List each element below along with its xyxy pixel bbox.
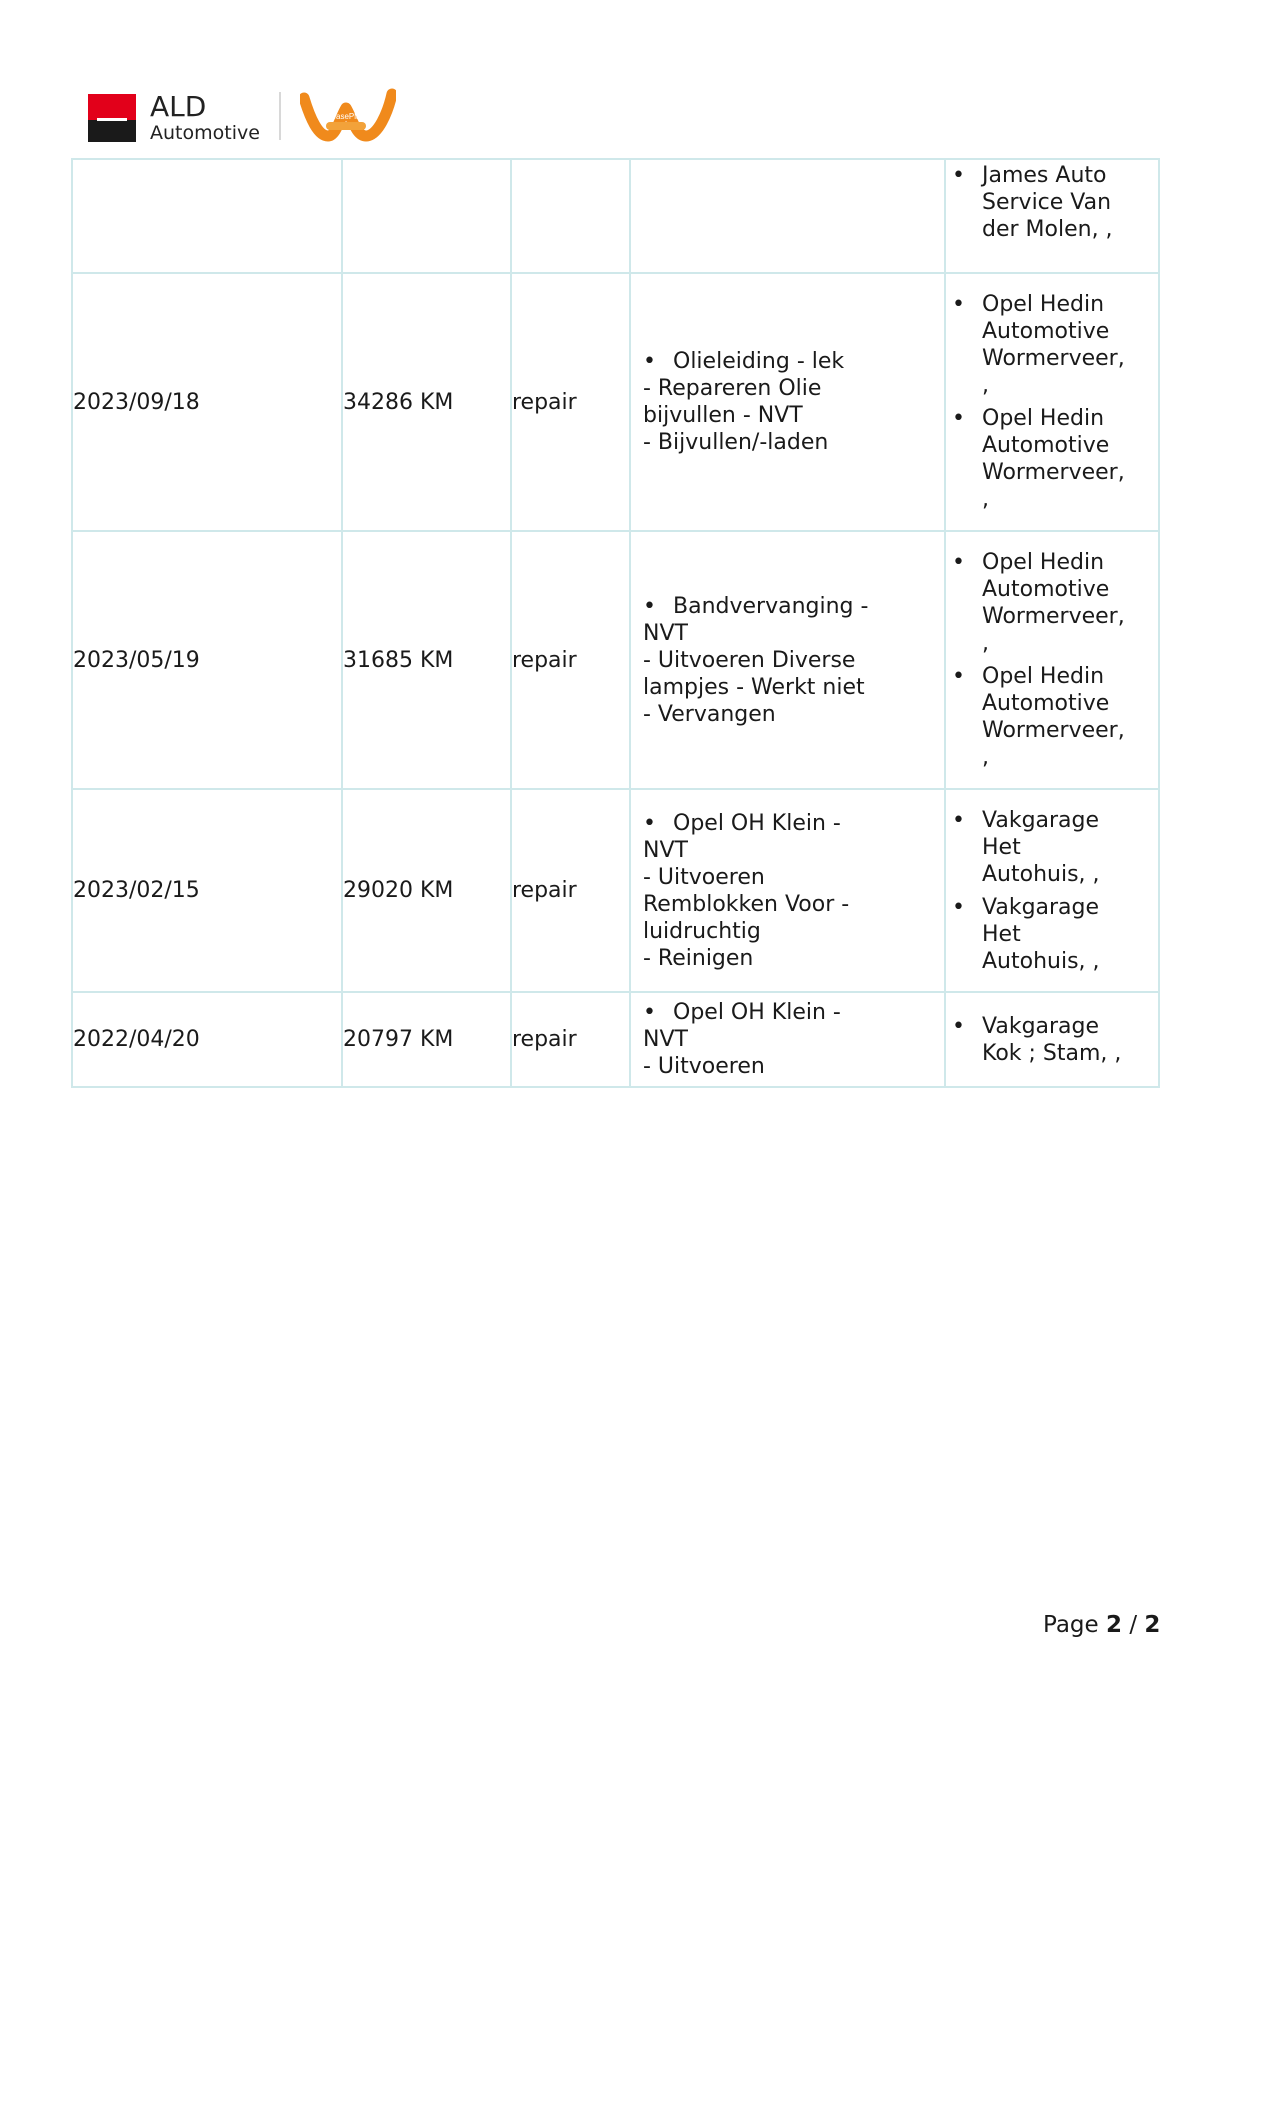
ald-brand-name: ALD — [150, 90, 207, 123]
leaseplan-logo-text: LeasePlan — [327, 112, 365, 121]
garage-item — [952, 663, 1146, 771]
mileage: 20797 KM — [342, 992, 511, 1087]
garage-list-cell — [945, 992, 1159, 1087]
bullet-icon: • — [952, 807, 965, 833]
garage-item — [952, 807, 1146, 888]
mileage — [342, 159, 511, 273]
history-table-body — [72, 159, 1159, 1087]
description-first-line: Opel OH Klein - — [673, 1000, 841, 1025]
ald-logo-mark — [88, 94, 136, 142]
description-detail: NVT - Uitvoeren Diverse lampjes - Werkt niet - Vervangen — [643, 620, 865, 727]
table-row — [72, 789, 1159, 992]
garage-item — [952, 405, 1146, 513]
mileage: 31685 KM — [342, 531, 511, 789]
garage-list — [946, 289, 1158, 515]
mileage: 29020 KM — [342, 789, 511, 992]
description-first-line: Bandvervanging - — [673, 593, 869, 619]
bullet-icon: • — [643, 593, 656, 619]
garage-item — [952, 894, 1146, 975]
garage-item — [952, 549, 1146, 657]
service-description — [630, 992, 945, 1087]
garage-name: Vakgarage Het Autohuis, , — [982, 807, 1100, 887]
garage-list-cell — [945, 789, 1159, 992]
bullet-icon: • — [952, 664, 965, 689]
bullet-icon: • — [952, 1013, 965, 1039]
garage-list-cell — [945, 273, 1159, 531]
description-first-line: Opel OH Klein - — [673, 810, 841, 836]
page-total: 2 — [1144, 1612, 1161, 1638]
bullet-icon: • — [952, 894, 965, 920]
garage-item — [952, 291, 1146, 399]
maintenance-history-table — [71, 158, 1160, 1088]
garage-list — [946, 547, 1158, 773]
garage-name: James Auto Service Van der Molen, , — [982, 163, 1113, 242]
page-label: Page — [1043, 1612, 1099, 1638]
description-detail: NVT - Uitvoeren — [643, 1027, 765, 1079]
logo-divider — [279, 92, 281, 140]
page-separator: / — [1129, 1612, 1138, 1638]
garage-list — [946, 160, 1158, 245]
service-description — [630, 531, 945, 789]
garage-item — [952, 162, 1146, 243]
garage-list — [946, 805, 1158, 977]
table-row — [72, 992, 1159, 1087]
garage-list-cell — [945, 531, 1159, 789]
service-type: repair — [511, 789, 630, 992]
ald-brand-sub: Automotive — [150, 122, 260, 144]
table-row — [72, 159, 1159, 273]
service-date: 2023/09/18 — [72, 273, 342, 531]
table-row — [72, 531, 1159, 789]
garage-list — [946, 1011, 1158, 1069]
service-date: 2023/02/15 — [72, 789, 342, 992]
service-date: 2023/05/19 — [72, 531, 342, 789]
garage-name: Vakgarage Kok ; Stam, , — [982, 1013, 1122, 1066]
garage-name: Opel Hedin Automotive Wormerveer, , — [982, 292, 1125, 398]
page-current: 2 — [1106, 1612, 1123, 1638]
garage-name: Opel Hedin Automotive Wormerveer, , — [982, 406, 1125, 512]
page-number — [1043, 1612, 1160, 1638]
service-type: repair — [511, 531, 630, 789]
description-detail: - Repareren Olie bijvullen - NVT - Bijvullen/-laden — [643, 376, 829, 455]
header-logos — [88, 92, 408, 148]
mileage: 34286 KM — [342, 273, 511, 531]
service-date: 2022/04/20 — [72, 992, 342, 1087]
description-first-line: Olieleiding - lek — [673, 349, 845, 374]
service-description — [630, 159, 945, 273]
bullet-icon: • — [643, 810, 656, 836]
service-date — [72, 159, 342, 273]
bullet-icon: • — [643, 1000, 656, 1025]
garage-list-cell — [945, 159, 1159, 273]
bullet-icon: • — [952, 163, 965, 188]
service-description — [630, 273, 945, 531]
garage-name: Opel Hedin Automotive Wormerveer, , — [982, 550, 1125, 656]
bullet-icon: • — [952, 292, 965, 317]
garage-name: Vakgarage Het Autohuis, , — [982, 894, 1100, 974]
bullet-icon: • — [643, 349, 656, 374]
garage-name: Opel Hedin Automotive Wormerveer, , — [982, 664, 1125, 770]
service-type: repair — [511, 992, 630, 1087]
garage-item — [952, 1013, 1146, 1067]
table-row — [72, 273, 1159, 531]
leaseplan-logo — [300, 88, 396, 144]
service-type — [511, 159, 630, 273]
service-description — [630, 789, 945, 992]
description-detail: NVT - Uitvoeren Remblokken Voor - luidruchtig - Reinigen — [643, 837, 850, 971]
bullet-icon: • — [952, 406, 965, 431]
bullet-icon: • — [952, 550, 965, 575]
service-type: repair — [511, 273, 630, 531]
